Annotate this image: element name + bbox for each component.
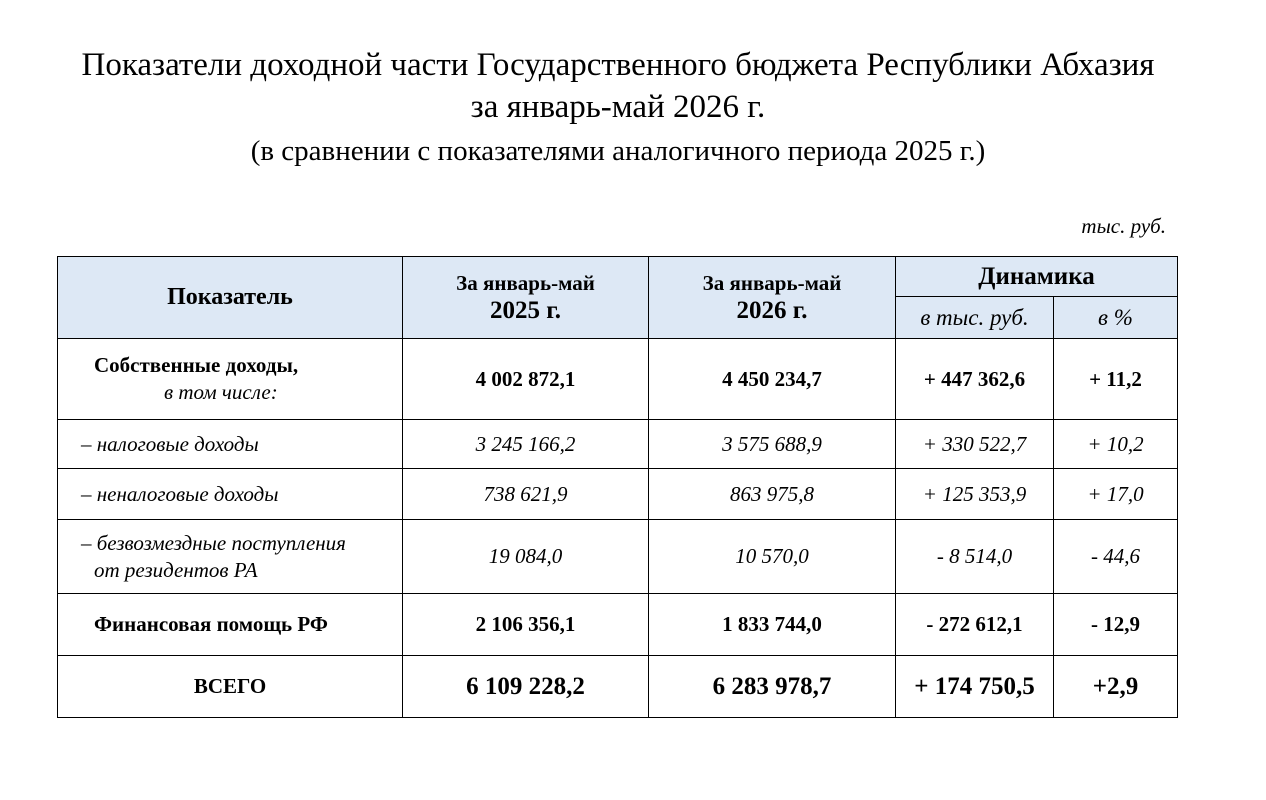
cell-2026: 10 570,0 [649,520,896,594]
table-row-tax-revenue [58,420,1178,469]
row-label: – неналоговые доходы [58,469,403,520]
cell-2026: 3 575 688,9 [649,420,896,469]
cell-dynamics-pct: + 17,0 [1054,469,1178,520]
cell-dynamics-pct: - 44,6 [1054,520,1178,594]
row-label: Финансовая помощь РФ [58,594,403,656]
header-dynamics-pct: в % [1054,297,1178,339]
header-dynamics-abs: в тыс. руб. [896,297,1054,339]
cell-dynamics-pct: + 10,2 [1054,420,1178,469]
header-dynamics: Динамика [896,257,1178,297]
header-period-2026-bottom: 2026 г. [736,296,808,324]
cell-dynamics-abs: - 8 514,0 [896,520,1054,594]
row-label: ВСЕГО [58,656,403,718]
cell-2026: 4 450 234,7 [649,339,896,420]
row-label [58,520,403,594]
cell-2025: 3 245 166,2 [403,420,649,469]
table-row-rf-aid [58,594,1178,656]
cell-2025: 6 109 228,2 [403,656,649,718]
cell-dynamics-pct: +2,9 [1054,656,1178,718]
page-title-period: за январь-май 2026 г. [470,89,766,125]
cell-2026: 1 833 744,0 [649,594,896,656]
table-row-grants [58,520,1178,594]
cell-dynamics-pct: + 11,2 [1054,339,1178,420]
page-title: Показатели доходной части Государственного бюджета Республики Абхазия [81,47,1155,83]
cell-2025: 19 084,0 [403,520,649,594]
cell-2025: 4 002 872,1 [403,339,649,420]
title-block [0,44,1236,170]
table-row-own-revenue [58,339,1178,420]
row-label-line1: – безвозмездные поступления [81,530,346,555]
header-period-2025-bottom: 2025 г. [489,296,562,324]
cell-2025: 738 621,9 [403,469,649,520]
table-row-total [58,656,1178,718]
units-label: тыс. руб. [1081,214,1166,238]
row-label-line1: Собственные доходы, [94,353,299,377]
row-label [58,339,403,420]
cell-2026: 6 283 978,7 [649,656,896,718]
header-indicator: Показатель [58,257,403,339]
cell-2025: 2 106 356,1 [403,594,649,656]
cell-dynamics-abs: - 272 612,1 [896,594,1054,656]
cell-dynamics-abs: + 330 522,7 [896,420,1054,469]
header-row [58,257,1178,297]
page-subtitle: (в сравнении с показателями аналогичного периода 2025 г.) [250,135,986,167]
cell-2026: 863 975,8 [649,469,896,520]
header-period-2025-top: За январь-май [456,270,595,295]
cell-dynamics-pct: - 12,9 [1054,594,1178,656]
row-label: – налоговые доходы [58,420,403,469]
header-period-2026 [649,257,896,339]
row-label-line2: от резидентов РА [94,557,258,582]
header-period-2025 [403,257,649,339]
budget-table [57,256,1178,718]
cell-dynamics-abs: + 447 362,6 [896,339,1054,420]
row-label-line2: в том числе: [164,380,278,404]
header-period-2026-top: За январь-май [702,270,842,295]
cell-dynamics-abs: + 125 353,9 [896,469,1054,520]
table-row-nontax-revenue [58,469,1178,520]
cell-dynamics-abs: + 174 750,5 [896,656,1054,718]
